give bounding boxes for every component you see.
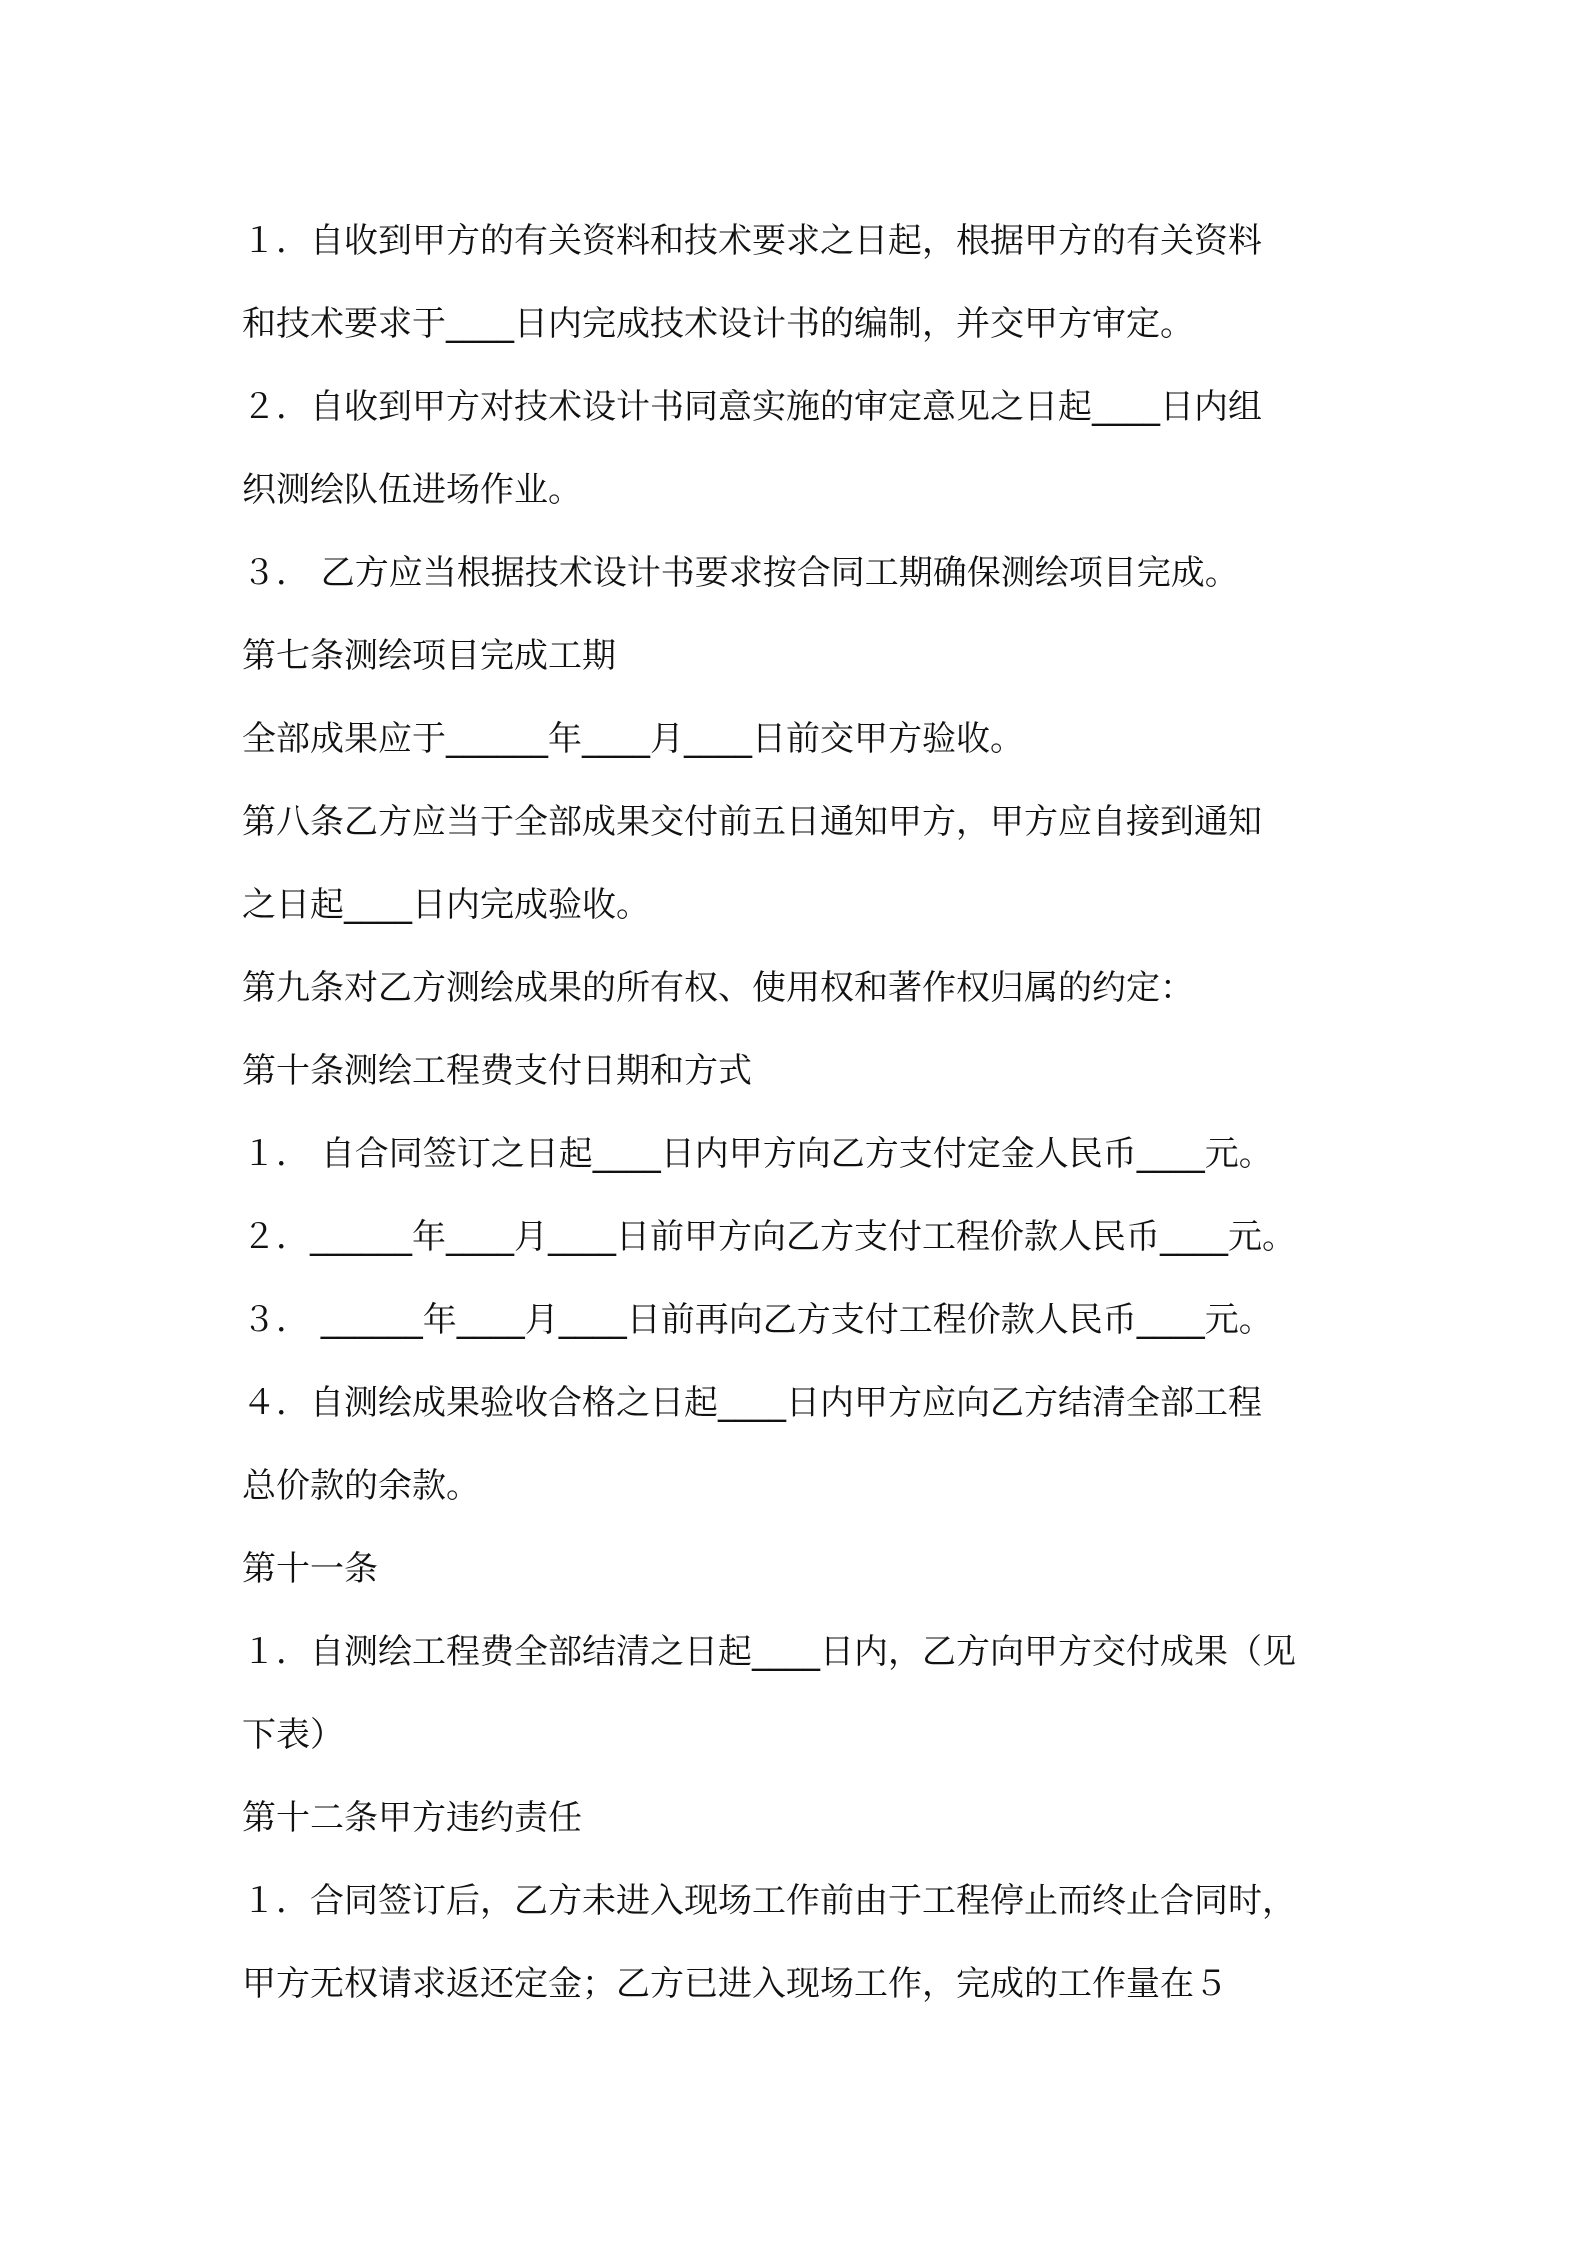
section-heading: 第七条测绘项目完成工期 — [242, 636, 616, 676]
text-line: １． 自合同签订之日起____日内甲方向乙方支付定金人民币____元。 — [242, 1134, 1273, 1174]
text-line: 之日起____日内完成验收。 — [242, 885, 650, 925]
text-line: ３． 乙方应当根据技术设计书要求按合同工期确保测绘项目完成。 — [242, 553, 1239, 593]
section-heading: 第十条测绘工程费支付日期和方式 — [242, 1051, 752, 1091]
text-line: 下表） — [242, 1715, 344, 1755]
text-line: ２．自收到甲方对技术设计书同意实施的审定意见之日起____日内组 — [242, 387, 1262, 427]
text-line: １．合同签订后，乙方未进入现场工作前由于工程停止而终止合同时， — [242, 1881, 1296, 1921]
text-line: 总价款的余款。 — [242, 1466, 480, 1506]
section-heading: 第八条乙方应当于全部成果交付前五日通知甲方，甲方应自接到通知 — [242, 802, 1262, 842]
section-heading: 第十一条 — [242, 1549, 378, 1589]
text-line: 织测绘队伍进场作业。 — [242, 470, 582, 510]
text-line: 和技术要求于____日内完成技术设计书的编制，并交甲方审定。 — [242, 304, 1194, 344]
section-heading: 第十二条甲方违约责任 — [242, 1798, 582, 1838]
text-line: 全部成果应于______年____月____日前交甲方验收。 — [242, 719, 1024, 759]
text-line: ４．自测绘成果验收合格之日起____日内甲方应向乙方结清全部工程 — [242, 1383, 1262, 1423]
text-line: ２．______年____月____日前甲方向乙方支付工程价款人民币____元。 — [242, 1217, 1296, 1257]
text-line: 甲方无权请求返还定金；乙方已进入现场工作，完成的工作量在５ — [242, 1964, 1228, 2004]
text-line: ３． ______年____月____日前再向乙方支付工程价款人民币____元。 — [242, 1300, 1273, 1340]
text-line: １．自收到甲方的有关资料和技术要求之日起，根据甲方的有关资料 — [242, 221, 1262, 261]
section-heading: 第九条对乙方测绘成果的所有权、使用权和著作权归属的约定： — [242, 968, 1194, 1008]
text-line: １．自测绘工程费全部结清之日起____日内，乙方向甲方交付成果（见 — [242, 1632, 1296, 1672]
